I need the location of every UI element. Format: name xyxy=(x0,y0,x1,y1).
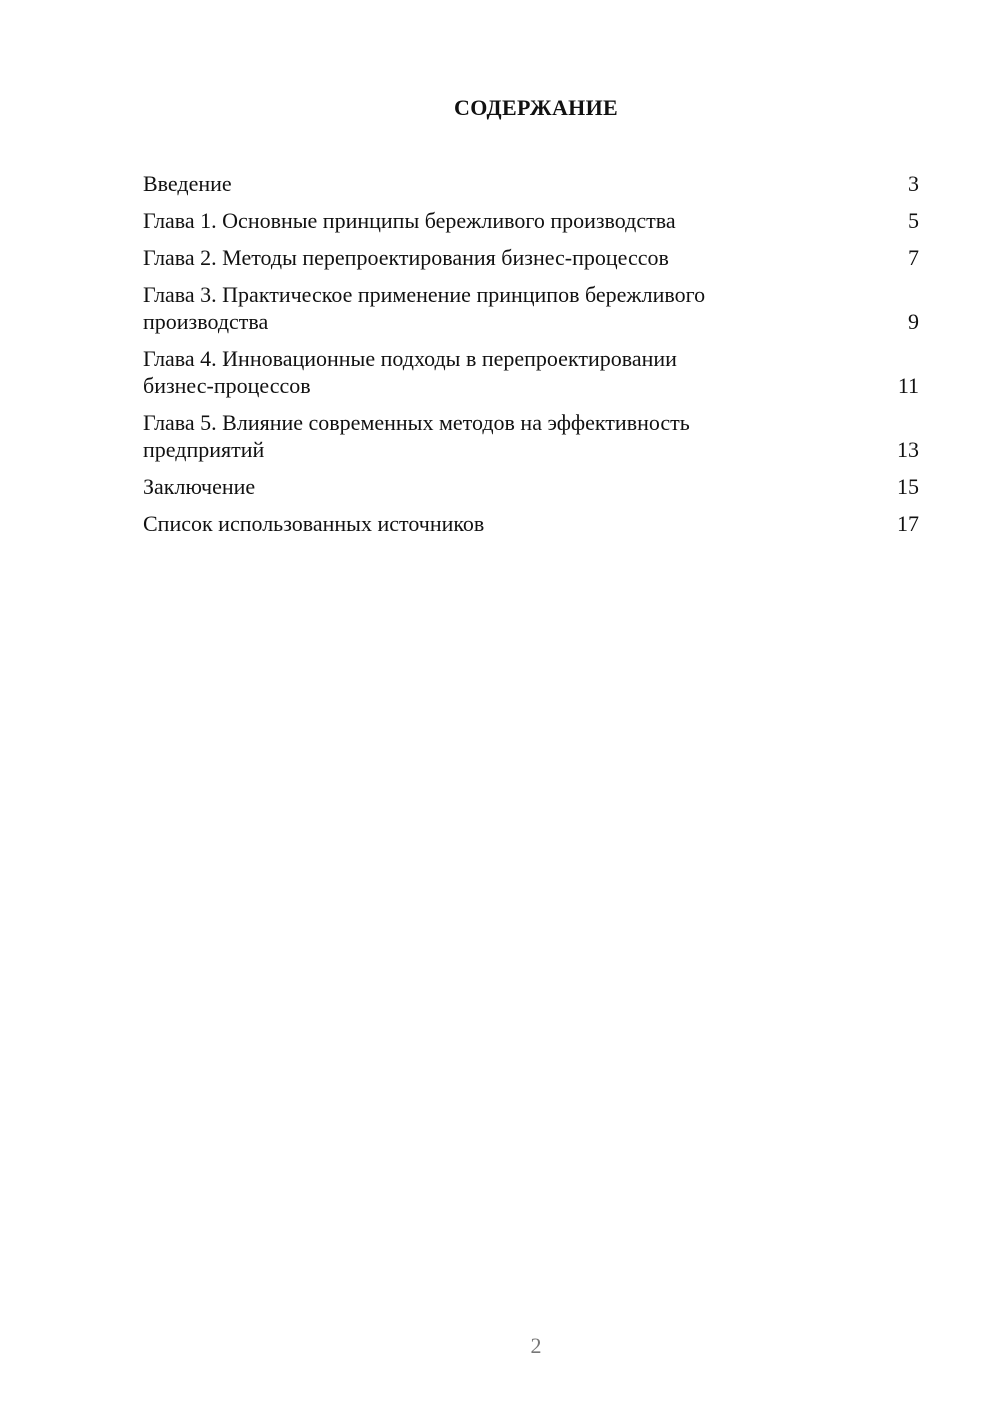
toc-entry-conclusion xyxy=(143,473,919,500)
table-of-contents xyxy=(143,170,919,547)
toc-entry-chapter-5 xyxy=(143,409,919,463)
toc-entry-page: 11 xyxy=(897,373,919,398)
toc-entry-chapter-4 xyxy=(143,345,919,399)
toc-entry-title-line: предприятий xyxy=(143,437,265,462)
toc-entry-page: 13 xyxy=(897,437,919,462)
toc-entry-title-line: бизнес-процессов xyxy=(143,373,311,398)
page-title: СОДЕРЖАНИЕ xyxy=(454,95,618,120)
toc-entry-chapter-1 xyxy=(143,207,919,234)
toc-entry-title-line: Введение xyxy=(143,171,232,196)
toc-entry-title-line: Глава 3. Практическое применение принципов бережливого xyxy=(143,282,706,307)
toc-entry-title xyxy=(143,207,803,234)
toc-entry-page: 5 xyxy=(908,208,919,233)
toc-entry-introduction xyxy=(143,170,919,197)
toc-entry-title xyxy=(143,510,803,537)
toc-entry-title xyxy=(143,244,803,271)
toc-entry-title-line: Глава 5. Влияние современных методов на эффективность xyxy=(143,410,690,435)
toc-entry-title xyxy=(143,170,803,197)
toc-entry-title-line: Глава 1. Основные принципы бережливого производства xyxy=(143,208,676,233)
toc-entry-page: 9 xyxy=(908,309,919,334)
page-number: 2 xyxy=(530,1333,542,1358)
toc-entry-title xyxy=(143,281,803,335)
toc-entry-page: 15 xyxy=(897,474,919,499)
toc-entry-title xyxy=(143,409,803,463)
toc-entry-page: 3 xyxy=(908,171,919,196)
toc-entry-title-line: Заключение xyxy=(143,474,256,499)
toc-entry-page: 17 xyxy=(897,511,919,536)
toc-entry-title-line: Глава 2. Методы перепроектирования бизнес-процессов xyxy=(143,245,669,270)
toc-entry-title-line: Глава 4. Инновационные подходы в перепроектировании xyxy=(143,346,677,371)
toc-entry-references xyxy=(143,510,919,537)
toc-entry-title xyxy=(143,345,803,399)
toc-entry-title-line: производства xyxy=(143,309,269,334)
toc-entry-title xyxy=(143,473,803,500)
toc-entry-chapter-3 xyxy=(143,281,919,335)
toc-entry-page: 7 xyxy=(908,245,919,270)
toc-entry-chapter-2 xyxy=(143,244,919,271)
toc-entry-title-line: Список использованных источников xyxy=(143,511,485,536)
